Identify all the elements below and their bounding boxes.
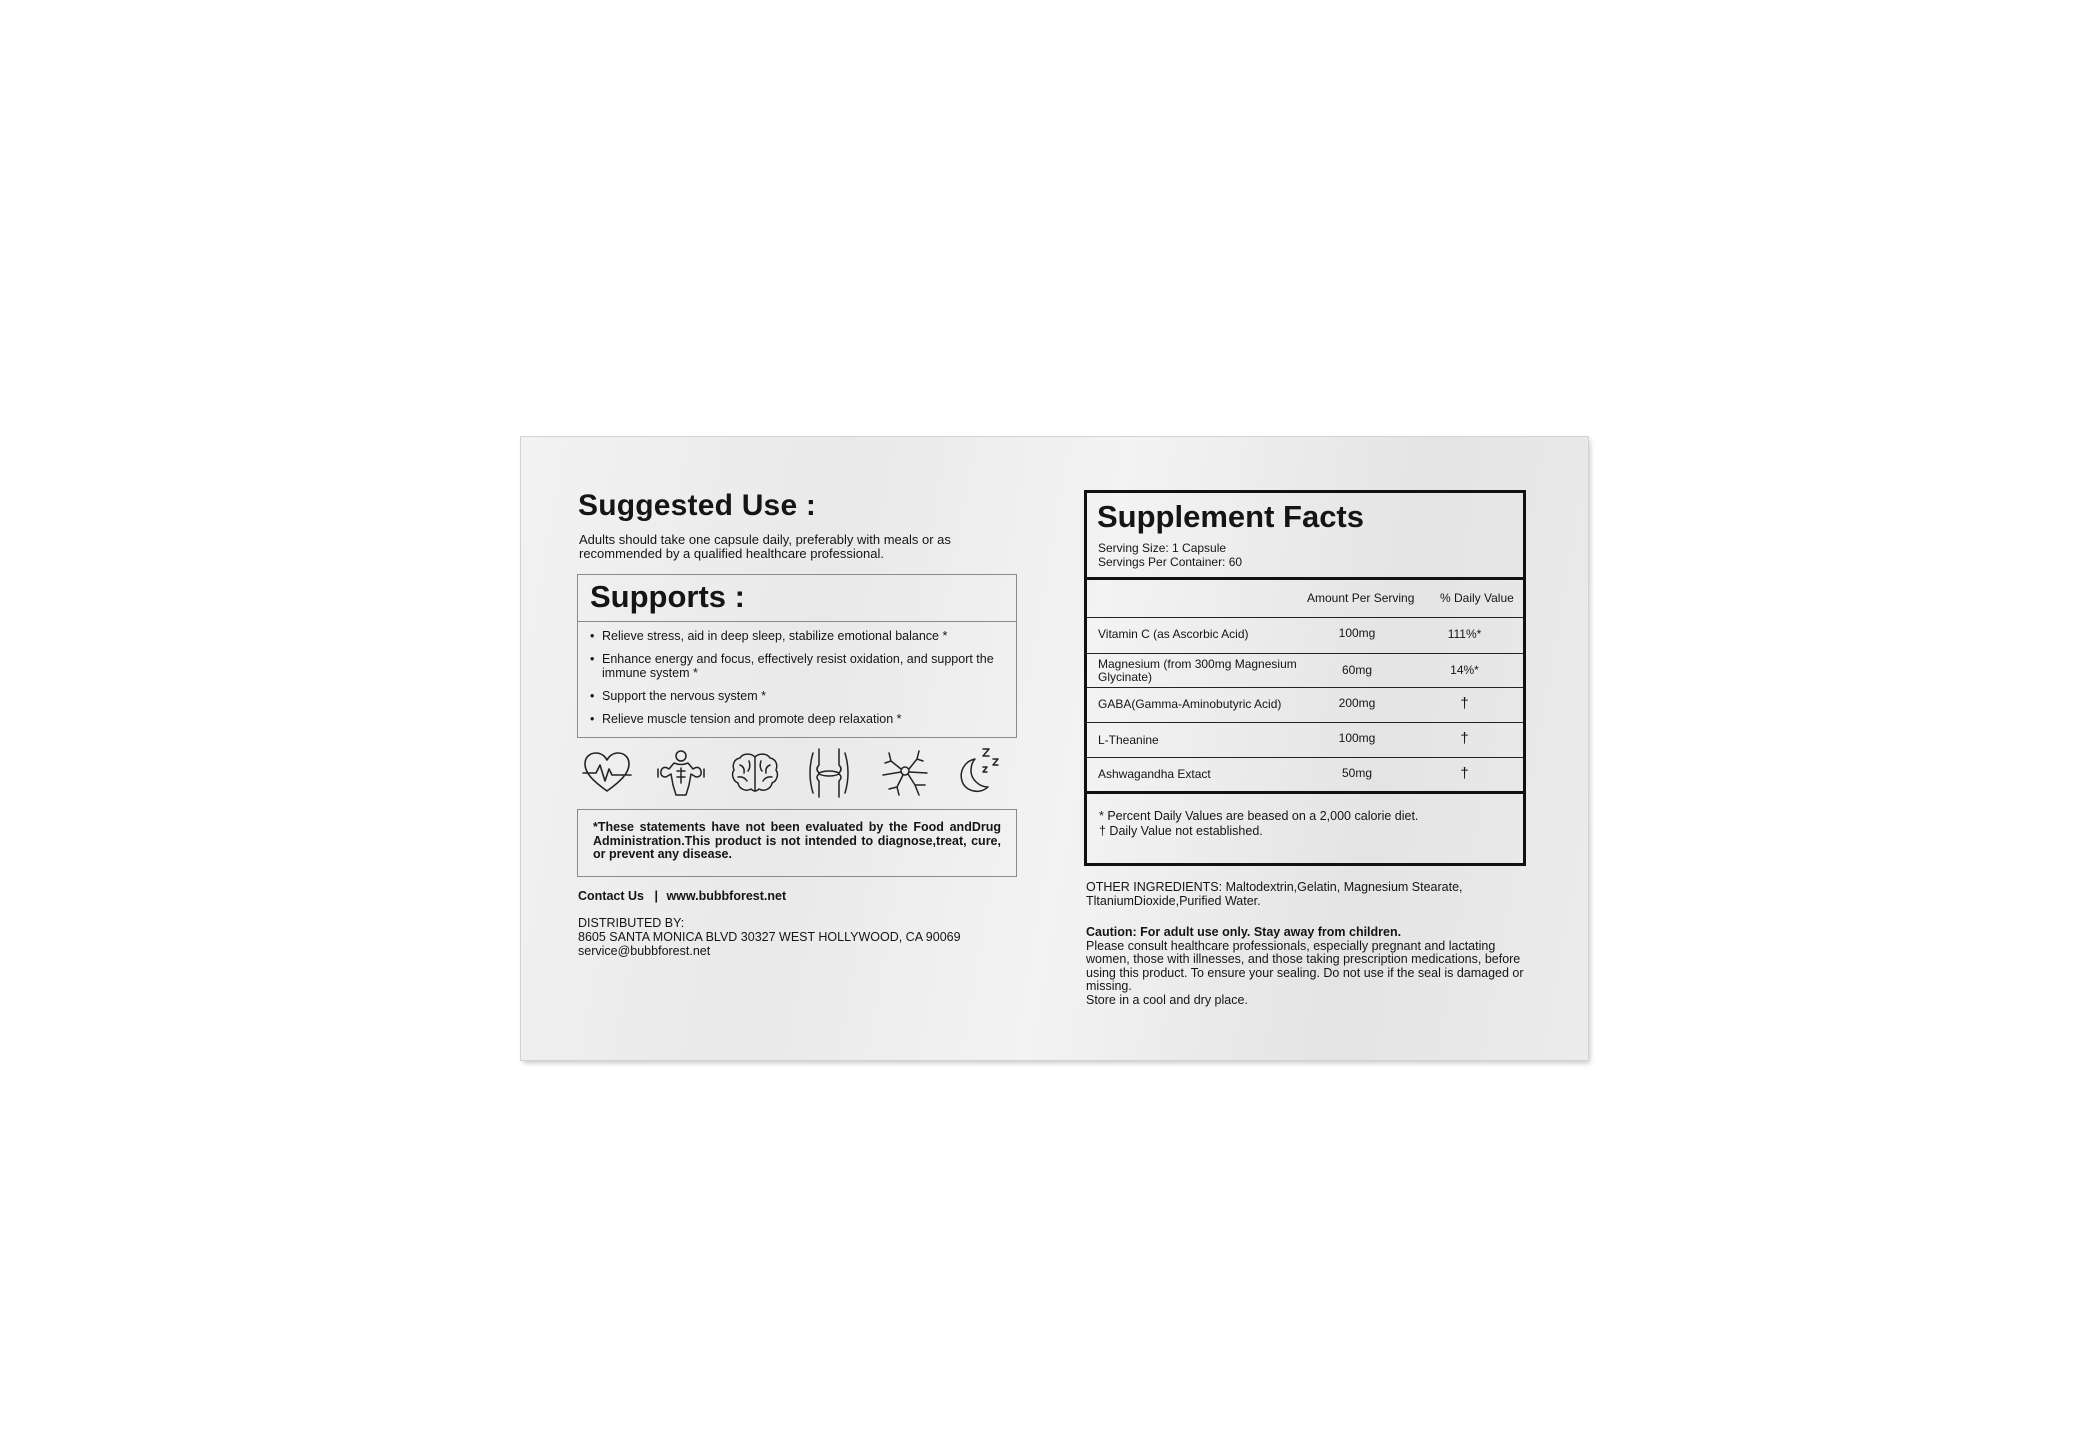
caution-text: Please consult healthcare professionals, especially pregnant and lactating women, those with illnesses, and those taking prescription medications, before using this product. To ensure your sealing. Do not use if the seal is damaged or missing. xyxy=(1086,938,1524,993)
supplement-facts-panel xyxy=(1084,490,1526,866)
supports-list xyxy=(590,629,1000,735)
supports-divider xyxy=(578,621,1016,622)
muscle-body-icon xyxy=(655,747,707,799)
suggested-use-text: Adults should take one capsule daily, preferably with meals or as recommended by a qualified healthcare professional. xyxy=(579,532,951,561)
website-link[interactable]: www.bubbforest.net xyxy=(666,889,787,903)
facts-table-bottom-rule xyxy=(1087,791,1523,794)
nutrient-name: GABA(Gamma-Aminobutyric Acid) xyxy=(1098,697,1282,711)
servings-per-container: Servings Per Container: 60 xyxy=(1098,554,1243,569)
heart-pulse-icon xyxy=(581,747,633,799)
facts-row xyxy=(1087,722,1523,757)
facts-table xyxy=(1087,577,1523,794)
nutrient-dv: † xyxy=(1460,765,1469,782)
facts-table-header xyxy=(1087,577,1523,617)
benefit-icons-row xyxy=(581,747,1001,799)
supplement-facts-title: Supplement Facts xyxy=(1097,499,1364,534)
facts-footnotes xyxy=(1099,809,1418,838)
nutrient-amount: 60mg xyxy=(1341,663,1373,677)
supports-item: • Relieve muscle tension and promote deep relaxation * xyxy=(590,712,1000,726)
label-panel xyxy=(521,437,1588,1060)
serving-size: Serving Size: 1 Capsule xyxy=(1098,541,1227,555)
nutrient-name: L-Theanine xyxy=(1098,733,1159,747)
col-dv-header: % Daily Value xyxy=(1440,591,1514,605)
distributor-address: 8605 SANTA MONICA BLVD 30327 WEST HOLLYWOOD, CA 90069 xyxy=(578,930,961,944)
facts-row xyxy=(1087,687,1523,722)
moon-sleep-icon xyxy=(953,747,1005,799)
supports-item: • Enhance energy and focus, effectively resist oxidation, and support the immune system * xyxy=(590,652,1000,680)
nutrient-name: Vitamin C (as Ascorbic Acid) xyxy=(1098,627,1249,641)
caution-section xyxy=(1086,926,1531,1007)
storage-text: Store in a cool and dry place. xyxy=(1086,992,1248,1007)
brain-icon xyxy=(729,747,781,799)
footnote-daily-values: * Percent Daily Values are beased on a 2,000 calorie diet. xyxy=(1099,809,1419,823)
supports-item: • Relieve stress, aid in deep sleep, stabilize emotional balance * xyxy=(590,629,1000,643)
nutrient-name: Magnesium (from 300mg Magnesium Glycinate) xyxy=(1098,657,1297,684)
distributor-label: DISTRIBUTED BY: xyxy=(578,916,685,930)
supports-item: • Support the nervous system * xyxy=(590,689,1000,703)
contact-label: Contact Us xyxy=(578,889,644,903)
nutrient-name: Ashwagandha Extact xyxy=(1098,767,1211,781)
joint-icon xyxy=(803,747,855,799)
contact-line xyxy=(578,889,786,903)
facts-row xyxy=(1087,653,1523,687)
nutrient-amount: 100mg xyxy=(1338,731,1376,745)
neuron-icon xyxy=(879,747,931,799)
nutrient-dv: 111%* xyxy=(1447,627,1482,641)
nutrient-amount: 100mg xyxy=(1338,626,1376,640)
nutrient-amount: 50mg xyxy=(1341,766,1373,780)
nutrient-dv: 14%* xyxy=(1450,663,1479,677)
suggested-use-title: Suggested Use : xyxy=(578,489,817,522)
nutrient-dv: † xyxy=(1460,730,1469,747)
footnote-not-established: † Daily Value not established. xyxy=(1099,823,1263,838)
distributor-email: service@bubbforest.net xyxy=(578,944,711,958)
distributor-info xyxy=(578,916,961,958)
serving-info xyxy=(1098,542,1242,569)
nutrient-dv: † xyxy=(1460,695,1469,712)
supports-title: Supports : xyxy=(590,579,745,614)
supports-box xyxy=(577,574,1017,738)
contact-separator: | xyxy=(654,889,658,903)
other-ingredients: OTHER INGREDIENTS: Maltodextrin,Gelatin, Magnesium Stearate, TltaniumDioxide,Purified Water. xyxy=(1086,880,1463,908)
nutrient-amount: 200mg xyxy=(1338,696,1376,710)
fda-disclaimer-box xyxy=(577,809,1017,877)
fda-disclaimer-text: *These statements have not been evaluated by the Food andDrug Administration.This product is not intended to diagnose,treat, cure, or prevent any disease. xyxy=(593,820,1001,861)
col-amount-header: Amount Per Serving xyxy=(1307,591,1415,605)
facts-row xyxy=(1087,757,1523,791)
facts-row xyxy=(1087,617,1523,653)
caution-heading: Caution: For adult use only. Stay away from children. xyxy=(1086,925,1402,939)
